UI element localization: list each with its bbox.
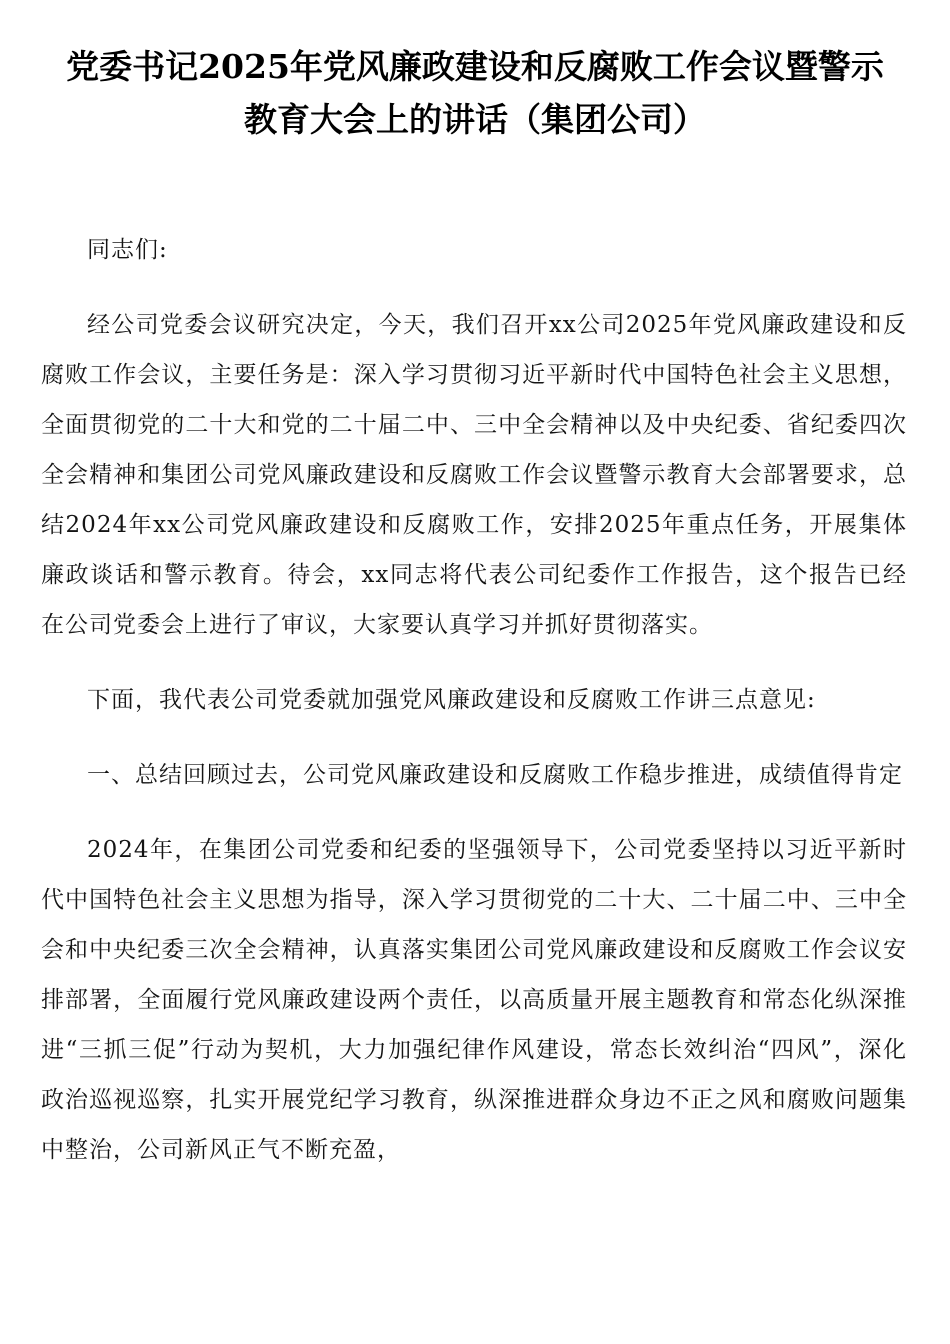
- title-line-2: 教育大会上的讲话（集团公司）: [244, 100, 706, 139]
- salutation-paragraph: 同志们:: [87, 237, 168, 263]
- document-body: [41, 225, 907, 1175]
- section-1-paragraph: 2024年，在集团公司党委和纪委的坚强领导下，公司党委坚持以习近平新时代中国特色社会主义思想为指导，深入学习贯彻党的二十大、二十届二中、三中全会和中央纪委三次全会精神，认真落实集团公司党风廉政建设和反腐败工作会议安排部署，全面履行党风廉政建设两个责任，以高质量开展主题教育和常态化纵深推进“三抓三促”行动为契机，大力加强纪律作风建设，常态长效纠治“四风”，深化政治巡视巡察，扎实开展党纪学习教育，纵深推进群众身边不正之风和腐败问题集中整治，公司新风正气不断充盈，: [41, 837, 907, 1163]
- title-line-1: 党委书记2025年党风廉政建设和反腐败工作会议暨警示: [66, 47, 884, 86]
- section-heading-1: 一、总结回顾过去，公司党风廉政建设和反腐败工作稳步推进，成绩值得肯定: [87, 762, 903, 788]
- document-title: [30, 40, 920, 146]
- transition-paragraph: 下面，我代表公司党委就加强党风廉政建设和反腐败工作讲三点意见:: [87, 687, 816, 713]
- intro-paragraph: 经公司党委会议研究决定，今天，我们召开xx公司2025年党风廉政建设和反腐败工作会议，主要任务是：深入学习贯彻习近平新时代中国特色社会主义思想，全面贯彻党的二十大和党的二十届二中、三中全会精神以及中央纪委、省纪委四次全会精神和集团公司党风廉政建设和反腐败工作会议暨警示教育大会部署要求，总结2024年xx公司党风廉政建设和反腐败工作，安排2025年重点任务，开展集体廉政谈话和警示教育。待会，xx同志将代表公司纪委作工作报告，这个报告已经在公司党委会上进行了审议，大家要认真学习并抓好贯彻落实。: [41, 312, 907, 638]
